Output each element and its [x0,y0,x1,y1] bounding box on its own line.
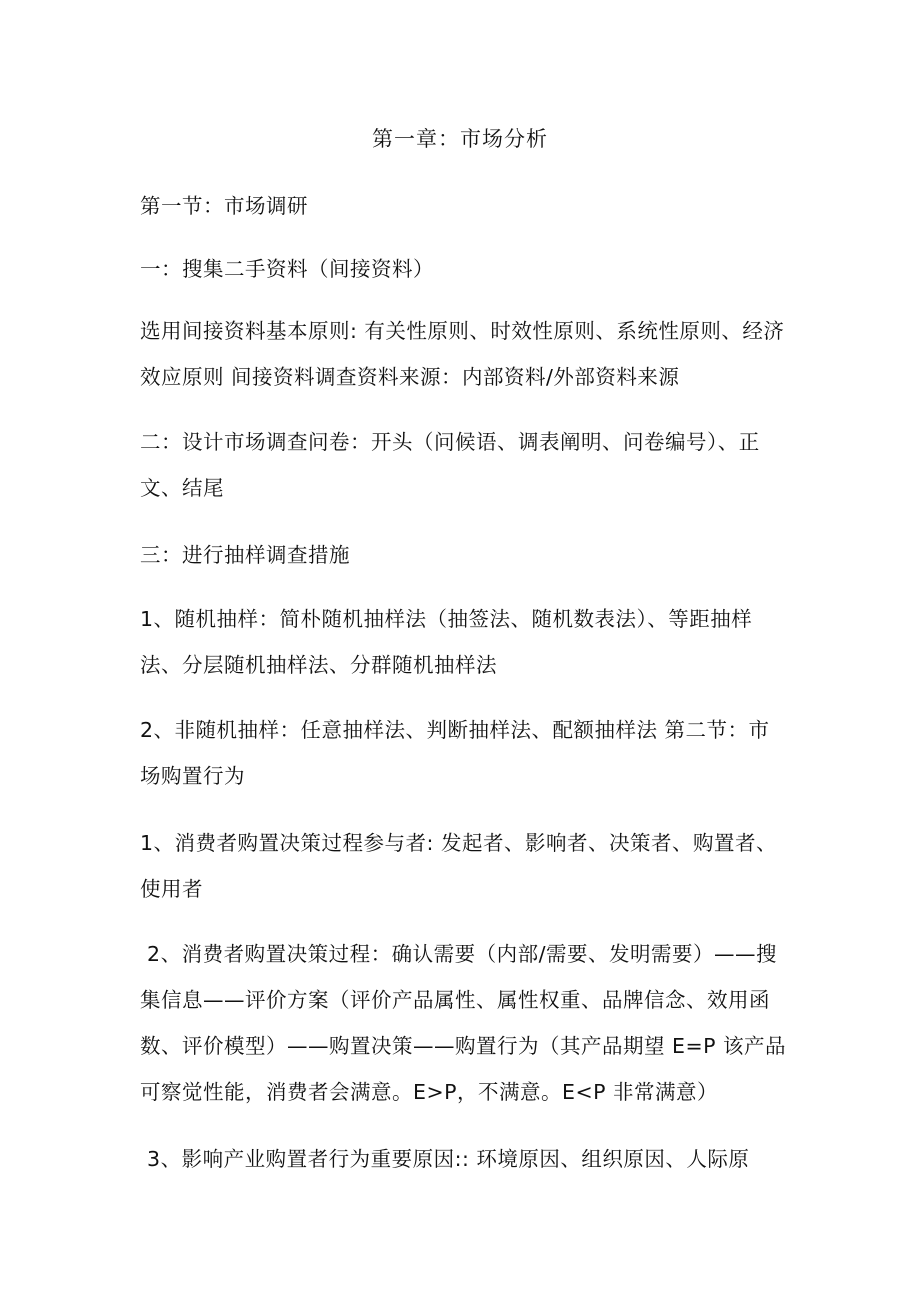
subsection-heading: 三：进行抽样调查措施 [140,543,350,567]
body-paragraph: 二：设计市场调查问卷：开头（问候语、调表阐明、问卷编号）、正文、结尾 [140,430,760,500]
list-item: 1、随机抽样：简朴随机抽样法（抽签法、随机数表法）、等距抽样法、分层随机抽样法、分群随机抽样法 [140,607,753,677]
chapter-title: 第一章：市场分析 [372,127,548,151]
list-item: 2、消费者购置决策过程：确认需要（内部/需要、发明需要）——搜集信息——评价方案（评价产品属性、属性权重、品牌信念、效用函数、评价模型）——购置决策——购置行为（其产品期望 E=P 该产品可察觉性能，消费者会满意。E>P，不满意。E<P 非常满意） [140,942,787,1104]
list-item: 1、消费者购置决策过程参与者: 发起者、影响者、决策者、购置者、使用者 [140,831,777,901]
section-heading: 第一节：市场调研 [140,194,308,218]
list-item: 3、影响产业购置者行为重要原因:: 环境原因、组织原因、人际原 [140,1147,750,1171]
list-item: 2、非随机抽样：任意抽样法、判断抽样法、配额抽样法 第二节：市场购置行为 [140,718,770,788]
subsection-heading: 一：搜集二手资料（间接资料） [140,257,434,281]
body-paragraph: 选用间接资料基本原则: 有关性原则、时效性原则、系统性原则、经济效应原则 间接资料调查资料来源：内部资料/外部资料来源 [140,319,785,389]
